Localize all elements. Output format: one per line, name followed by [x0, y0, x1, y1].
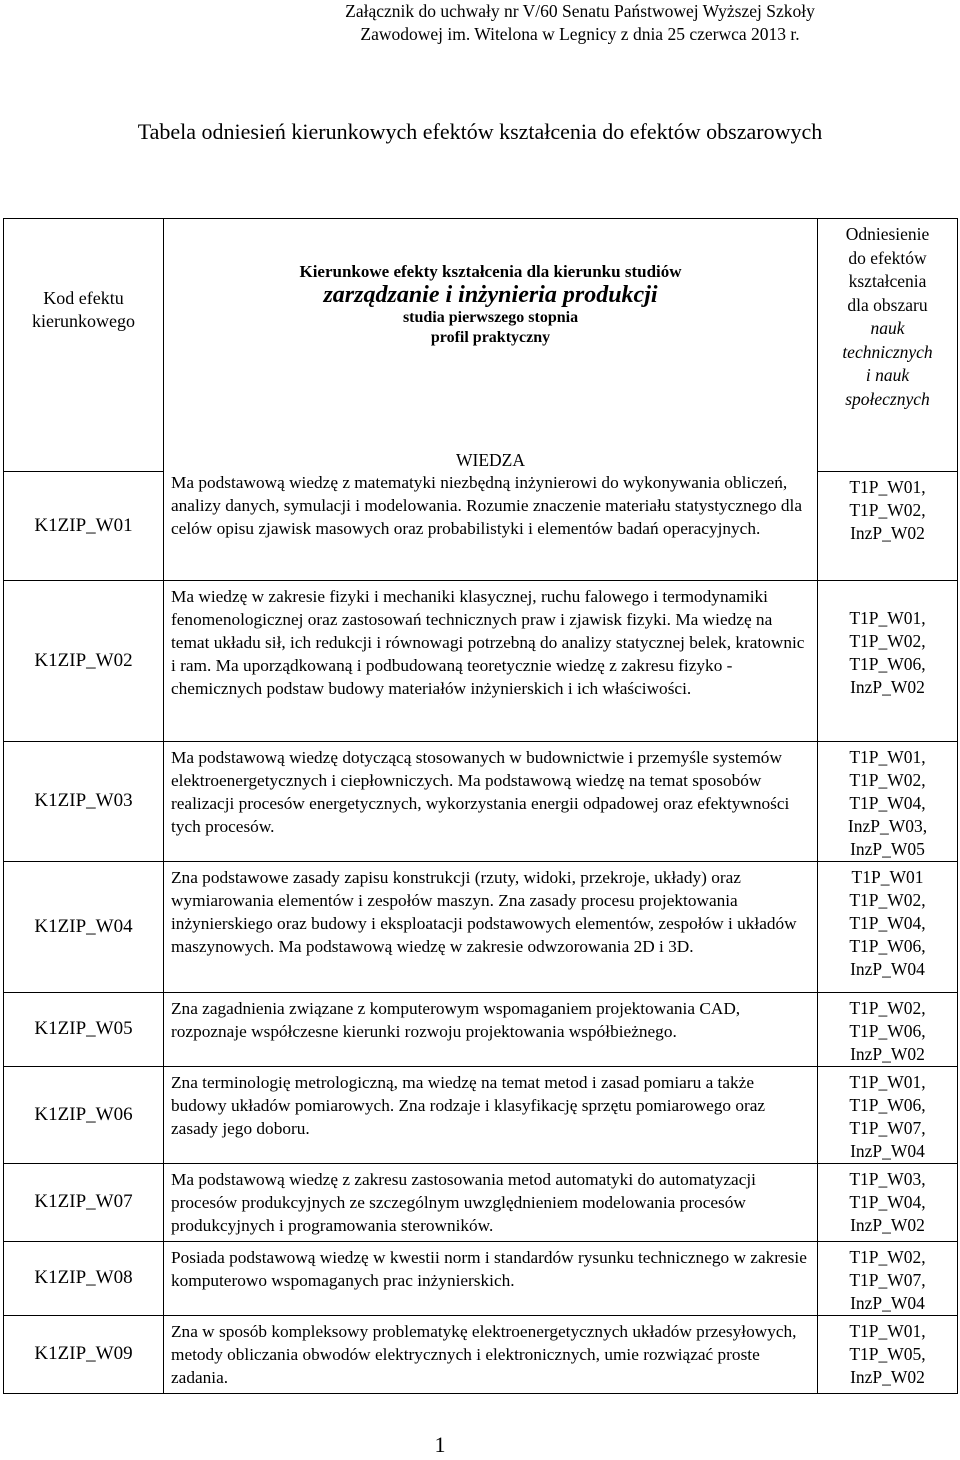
- mapping-code: InzP_W05: [850, 838, 925, 859]
- header-line-2: Zawodowej im. Witelona w Legnicy z dnia 25 czerwca 2013 r.: [360, 24, 800, 44]
- table-row: [4, 1315, 958, 1393]
- mapping-code: T1P_W01,: [849, 476, 926, 497]
- table-header-row: [4, 219, 958, 450]
- mapping-code: T1P_W02,: [849, 997, 926, 1018]
- mapping-code: InzP_W02: [850, 1214, 925, 1235]
- effect-description: Zna podstawowe zasady zapisu konstrukcji (rzuty, widoki, przekroje, układy) oraz wymiarowania elementów i zespołów maszyn. Zna zasady procesu projektowania inżynierskiego oraz budowy i eksploatacji podstawowych elementów, zespołów i układów maszynowych. Ma podstawową wiedzę w zakresie odwzorowania 2D i 3D.: [164, 861, 818, 992]
- effect-code: K1ZIP_W02: [4, 580, 164, 741]
- effect-description: Ma podstawową wiedzę dotyczącą stosowanych w budownictwie i przemyśle systemów elektroenergetycznych i ciepłowniczych. Ma podstawową wiedzę na temat sposobów realizacji procesów energetycznych, wykorzystania energii odpadowej oraz efektywności tych procesów.: [164, 741, 818, 861]
- effect-code: K1ZIP_W06: [4, 1066, 164, 1163]
- effect-code: K1ZIP_W05: [4, 992, 164, 1066]
- table-row: [4, 471, 958, 580]
- col-map-header: [818, 219, 958, 472]
- table-row: [4, 741, 958, 861]
- effect-mapping: [818, 580, 958, 741]
- mapping-code: T1P_W01,: [849, 746, 926, 767]
- mapping-code: T1P_W06,: [849, 1020, 926, 1041]
- effect-code: K1ZIP_W03: [4, 741, 164, 861]
- mapping-code: T1P_W07,: [849, 1117, 926, 1138]
- mapping-code: T1P_W07,: [849, 1269, 926, 1290]
- mapping-code: InzP_W02: [850, 676, 925, 697]
- effects-table: [3, 218, 958, 1394]
- effect-code: K1ZIP_W01: [4, 471, 164, 580]
- mapping-code: T1P_W01,: [849, 607, 926, 628]
- table-row: [4, 1066, 958, 1163]
- effect-description: Ma podstawową wiedzę z zakresu zastosowania metod automatyki do automatyzacji procesów produkcyjnych ze szczególnym uwzględnieniem modelowania procesów produkcyjnych i programowania sterowników.: [164, 1163, 818, 1241]
- effect-mapping: [818, 1066, 958, 1163]
- mapping-code: InzP_W04: [850, 1140, 925, 1161]
- mapping-code: InzP_W02: [850, 522, 925, 543]
- col-code-header-line: kierunkowego: [32, 311, 135, 331]
- mapping-code: T1P_W02,: [849, 499, 926, 520]
- effect-mapping: [818, 992, 958, 1066]
- effect-mapping: [818, 861, 958, 992]
- table-row: [4, 992, 958, 1066]
- mapping-code: T1P_W01: [851, 866, 924, 887]
- table-row: [4, 580, 958, 741]
- mapping-code: T1P_W06,: [849, 653, 926, 674]
- col-map-header-line: i nauk: [865, 365, 910, 385]
- col-map-header-line: Odniesienie: [845, 224, 930, 244]
- effect-mapping: [818, 1241, 958, 1315]
- mapping-code: T1P_W06,: [849, 1094, 926, 1115]
- mapping-code: InzP_W04: [850, 1292, 925, 1313]
- col-map-header-line: nauk: [870, 318, 905, 338]
- mapping-code: T1P_W04,: [849, 912, 926, 933]
- effect-code: K1ZIP_W08: [4, 1241, 164, 1315]
- col-map-header-line: kształcenia: [848, 271, 927, 291]
- header-line-1: Załącznik do uchwały nr V/60 Senatu Państwowej Wyższej Szkoły: [345, 1, 815, 21]
- table-row: [4, 1163, 958, 1241]
- mapping-code: T1P_W02,: [849, 630, 926, 651]
- mapping-code: T1P_W01,: [849, 1071, 926, 1092]
- mapping-code: T1P_W03,: [849, 1168, 926, 1189]
- effect-description: Zna w sposób kompleksowy problematykę elektroenergetycznych układów przesyłowych, metody obliczania obwodów elektrycznych i elektronicznych, umie rozwiązać proste zadania.: [164, 1315, 818, 1393]
- col-desc-header-level: studia pierwszego stopnia: [402, 309, 579, 326]
- effect-description: Zna terminologię metrologiczną, ma wiedzę na temat metod i zasad pomiaru a także budowy układów pomiarowych. Zna rodzaje i klasyfikację sprzętu pomiarowego oraz zasady jego doboru.: [164, 1066, 818, 1163]
- effect-mapping: [818, 1315, 958, 1393]
- col-desc-header-line1: Kierunkowe efekty kształcenia dla kierunku studiów: [299, 262, 682, 281]
- mapping-code: T1P_W01,: [849, 1320, 926, 1341]
- mapping-code: InzP_W03,: [847, 815, 928, 836]
- mapping-code: T1P_W02,: [849, 769, 926, 790]
- page-title: Tabela odniesień kierunkowych efektów kształcenia do efektów obszarowych: [137, 119, 823, 144]
- mapping-code: InzP_W04: [850, 958, 925, 979]
- mapping-code: T1P_W04,: [849, 1191, 926, 1212]
- effect-mapping: [818, 1163, 958, 1241]
- col-map-header-line: społecznych: [845, 388, 930, 409]
- document-header: [280, 0, 880, 46]
- effect-mapping: [818, 471, 958, 580]
- col-map-header-line: do efektów: [848, 247, 927, 268]
- col-map-header-line: technicznych: [842, 341, 933, 362]
- effect-description: Posiada podstawową wiedzę w kwestii norm i standardów rysunku technicznego w zakresie komputerowo wspomaganych prac inżynierskich.: [164, 1241, 818, 1315]
- page-number: 1: [434, 1432, 446, 1457]
- col-code-header: [4, 219, 164, 472]
- mapping-code: T1P_W02,: [849, 1246, 926, 1267]
- table-row: [4, 1241, 958, 1315]
- col-code-header-line: Kod efektu: [43, 288, 124, 308]
- effect-code: K1ZIP_W07: [4, 1163, 164, 1241]
- effect-mapping: [818, 741, 958, 861]
- effect-description: Ma wiedzę w zakresie fizyki i mechaniki klasycznej, ruchu falowego i termodynamiki fenomenologicznej oraz zastosowań technicznych praw i zjawisk fizyki. Ma wiedzę na temat układu sił, ich redukcji i równowagi potrzebną do analizy statycznej belek, kratownic i ram. Ma uporządkowaną i podbudowaną teoretycznie wiedzę z zakresu fizyko - chemicznych podstaw budowy materiałów inżynierskich i ich właściwości.: [164, 580, 818, 741]
- mapping-code: T1P_W06,: [849, 935, 926, 956]
- table-row: [4, 861, 958, 992]
- section-label: WIEDZA: [164, 449, 818, 471]
- effect-code: K1ZIP_W09: [4, 1315, 164, 1393]
- effect-description: Zna zagadnienia związane z komputerowym wspomaganiem projektowania CAD, rozpoznaje współczesne kierunki rozwoju projektowania współbieżnego.: [164, 992, 818, 1066]
- col-desc-header-profile: profil praktyczny: [430, 329, 551, 346]
- mapping-code: T1P_W02,: [849, 889, 926, 910]
- mapping-code: InzP_W02: [850, 1043, 925, 1064]
- effect-description: Ma podstawową wiedzę z matematyki niezbędną inżynierowi do wykonywania obliczeń, analizy danych, symulacji i modelowania. Rozumie znaczenie materiału statystycznego dla celów opisu zjawisk masowych oraz probabilistyki i elementów badań operacyjnych.: [164, 471, 818, 580]
- mapping-code: T1P_W04,: [849, 792, 926, 813]
- col-map-header-line: dla obszaru: [847, 294, 928, 315]
- col-desc-header-field: zarządzanie i inżynieria produkcji: [323, 282, 658, 308]
- mapping-code: T1P_W05,: [849, 1343, 926, 1364]
- effect-code: K1ZIP_W04: [4, 861, 164, 992]
- mapping-code: InzP_W02: [850, 1366, 925, 1387]
- col-desc-header: [164, 219, 818, 450]
